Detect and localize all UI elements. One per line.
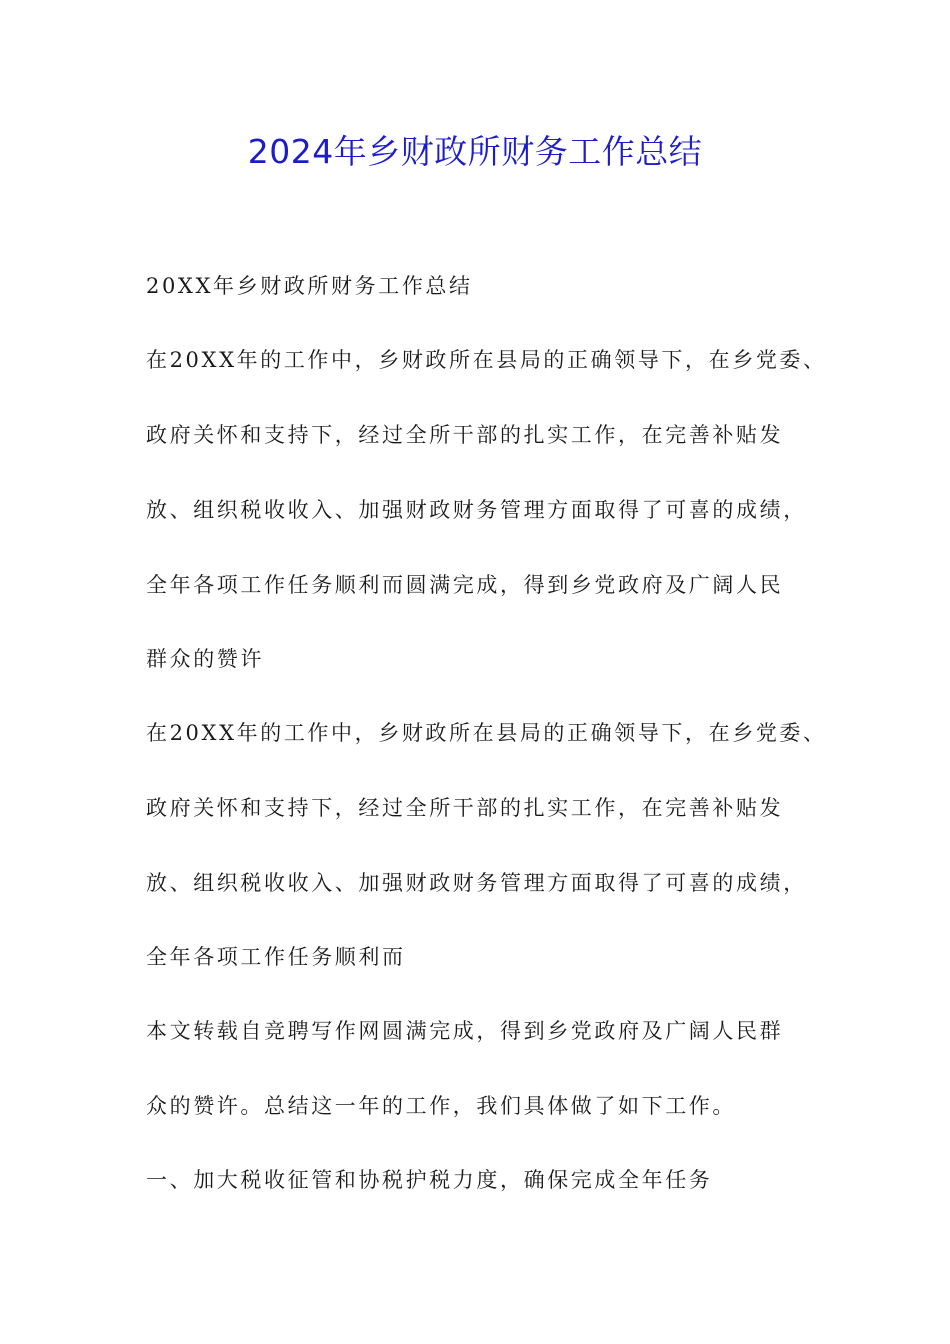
section-heading-line: 一、加大税收征管和协税护税力度，确保完成全年任务 [146,1168,713,1192]
body-text-line: 全年各项工作任务顺利而 [146,945,406,969]
document-title: 2024年乡财政所财务工作总结 [247,132,703,171]
body-text-line: 在20XX年的工作中，乡财政所在县局的正确领导下，在乡党委、 [146,721,827,745]
body-text-line: 放、组织税收收入、加强财政财务管理方面取得了可喜的成绩， [146,498,807,522]
body-text-line: 政府关怀和支持下，经过全所干部的扎实工作，在完善补贴发 [146,423,784,447]
body-text-line: 政府关怀和支持下，经过全所干部的扎实工作，在完善补贴发 [146,796,784,820]
body-text-line: 众的赞许。总结这一年的工作，我们具体做了如下工作。 [146,1094,736,1118]
body-text-line: 本文转载自竞聘写作网圆满完成，得到乡党政府及广阔人民群 [146,1019,784,1043]
body-text-line: 放、组织税收收入、加强财政财务管理方面取得了可喜的成绩， [146,871,807,895]
body-text-line: 群众的赞许 [146,647,264,671]
body-text-line: 全年各项工作任务顺利而圆满完成，得到乡党政府及广阔人民 [146,573,784,597]
document-subtitle-line: 20XX年乡财政所财务工作总结 [146,274,473,298]
body-text-line: 在20XX年的工作中，乡财政所在县局的正确领导下，在乡党委、 [146,348,827,372]
